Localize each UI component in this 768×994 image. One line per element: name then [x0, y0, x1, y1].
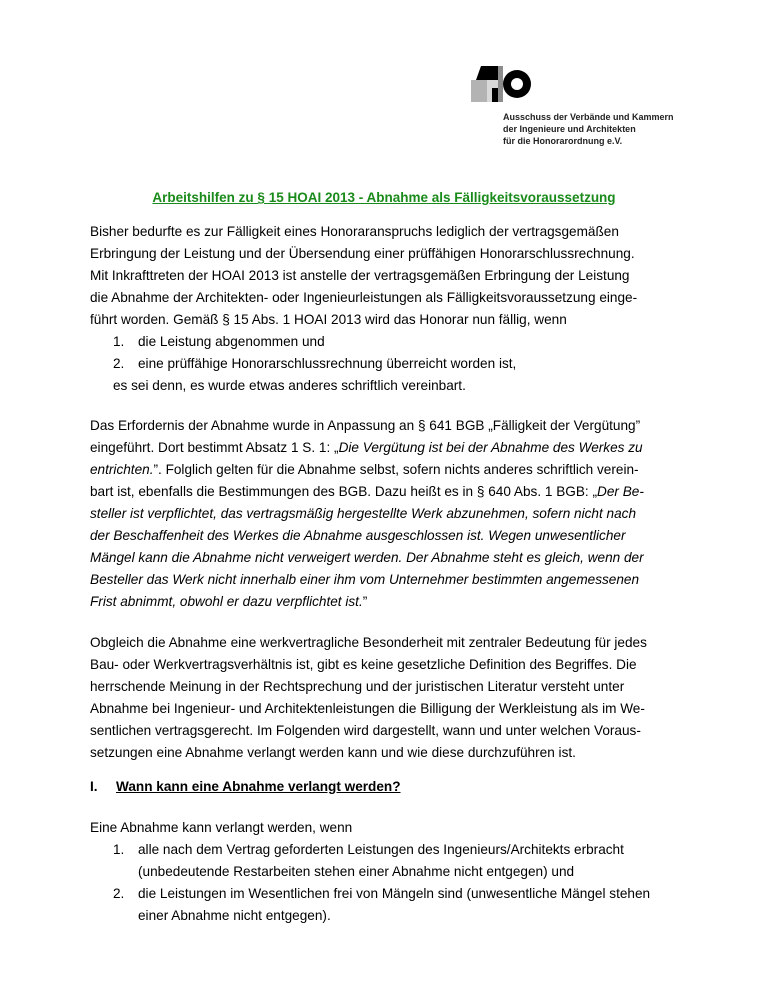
- text-line: [90, 547, 644, 569]
- text-line: [90, 459, 644, 481]
- text-line: die Abnahme der Architekten- oder Ingenieurleistungen als Fälligkeitsvoraussetzung einge-: [90, 290, 638, 305]
- list-text: die Leistung abgenommen und: [138, 334, 325, 349]
- citation-text: Die Vergütung ist bei der Abnahme des Werkes zu: [338, 440, 643, 455]
- text-line: [90, 503, 644, 525]
- text-line: Bau- oder Werkvertragsverhältnis ist, gibt es keine gesetzliche Definition des Begriffes. Die: [90, 657, 637, 672]
- logo-grey-block: [471, 80, 487, 102]
- aho-logo: [471, 66, 531, 102]
- text-line: Bisher bedurfte es zur Fälligkeit eines Honoraranspruchs lediglich der vertragsgemäßen: [90, 224, 619, 239]
- citation-text: Frist abnimmt, obwohl er dazu verpflichtet ist.: [90, 594, 363, 609]
- list-text: eine prüffähige Honorarschlussrechnung überreicht worden ist,: [138, 356, 517, 371]
- list-item: [90, 353, 637, 375]
- text-span: eingeführt. Dort bestimmt Absatz 1 S. 1: „: [90, 440, 339, 455]
- list-number: 1.: [113, 842, 125, 857]
- list-text: die Leistungen im Wesentlichen frei von Mängeln sind (unwesentliche Mängel stehen: [138, 886, 651, 901]
- text-line: Eine Abnahme kann verlangt werden, wenn: [90, 820, 353, 835]
- citation-text: der Beschaffenheit des Werkes die Abnahme ausgeschlossen ist. Wegen unwesentlicher: [90, 528, 626, 543]
- text-line: es sei denn, es wurde etwas anderes schriftlich vereinbart.: [113, 378, 466, 393]
- organization-name: [503, 111, 674, 147]
- list-number: 2.: [113, 356, 125, 371]
- org-line: Ausschuss der Verbände und Kammern: [503, 112, 674, 122]
- section-1-body: [90, 817, 650, 927]
- org-line: der Ingenieure und Architekten: [503, 124, 636, 134]
- text-line: Das Erfordernis der Abnahme wurde in Anpassung an § 641 BGB „Fälligkeit der Vergütung”: [90, 418, 641, 433]
- list-number: 1.: [113, 334, 125, 349]
- text-span: bart ist, ebenfalls die Bestimmungen des BGB. Dazu heißt es in § 640 Abs. 1 BGB: „: [90, 484, 598, 499]
- section-title: Wann kann eine Abnahme verlangt werden?: [116, 779, 401, 794]
- list-item: [90, 883, 650, 905]
- text-line: Obgleich die Abnahme eine werkvertragliche Besonderheit mit zentraler Bedeutung für jedes: [90, 635, 647, 650]
- list-text: alle nach dem Vertrag geforderten Leistungen des Ingenieurs/Architekts erbracht: [138, 842, 624, 857]
- citation-text: steller ist verpflichtet, das vertragsmäßig hergestellte Werk abzunehmen, sofern nicht nach: [90, 506, 637, 521]
- citation-text: Besteller das Werk nicht innerhalb einer ihm vom Unternehmer bestimmten angemessenen: [90, 572, 640, 587]
- logo-h-lower: [492, 88, 498, 102]
- text-line: [90, 569, 644, 591]
- list-number: 2.: [113, 886, 125, 901]
- logo-a-shape: [476, 66, 492, 80]
- citation-text: entrichten.: [90, 462, 154, 477]
- logo-o-hole: [511, 78, 523, 90]
- text-span: ”: [362, 594, 368, 609]
- text-line: herrschende Meinung in der Rechtsprechung und der juristischen Literatur versteht unter: [90, 679, 625, 694]
- citation-text: Der Be-: [597, 484, 644, 499]
- document-title: Arbeitshilfen zu § 15 HOAI 2013 - Abnahme als Fälligkeitsvoraussetzung: [152, 190, 616, 205]
- list-item: [90, 839, 650, 861]
- section-number: I.: [90, 779, 98, 794]
- text-line: Mit Inkrafttreten der HOAI 2013 ist anstelle der vertragsgemäßen Erbringung der Leistung: [90, 268, 630, 283]
- list-item: [90, 331, 637, 353]
- paragraph-2: [90, 415, 644, 613]
- text-span: ”. Folglich gelten für die Abnahme selbst, sofern nichts anderes schriftlich verein-: [153, 462, 639, 477]
- paragraph-1: [90, 221, 637, 397]
- text-line: sentlichen vertragsgerecht. Im Folgenden wird dargestellt, wann und unter welchen Voraus-: [90, 723, 641, 738]
- text-line: setzungen eine Abnahme verlangt werden kann und wie diese durchzuführen ist.: [90, 745, 576, 760]
- text-line: [90, 437, 644, 459]
- list-item-continuation: einer Abnahme nicht entgegen).: [138, 908, 331, 923]
- org-line: für die Honorarordnung e.V.: [503, 136, 623, 146]
- list-item-continuation: (unbedeutende Restarbeiten stehen einer Abnahme nicht entgegen) und: [138, 864, 575, 879]
- logo-divider: [498, 66, 503, 102]
- text-line: [90, 481, 644, 503]
- text-line: Erbringung der Leistung und der Übersendung einer prüffähigen Honorarschlussrechnung.: [90, 246, 635, 261]
- text-line: führt worden. Gemäß § 15 Abs. 1 HOAI 2013 wird das Honorar nun fällig, wenn: [90, 312, 567, 327]
- citation-text: Mängel kann die Abnahme nicht verweigert werden. Der Abnahme steht es gleich, wenn der: [90, 550, 644, 565]
- section-heading: [90, 779, 401, 794]
- text-line: [90, 591, 644, 613]
- text-line: Abnahme bei Ingenieur- und Architektenleistungen die Billigung der Werkleistung als im We-: [90, 701, 645, 716]
- logo-h-bar: [492, 66, 498, 80]
- paragraph-3: [90, 632, 647, 764]
- text-line: [90, 525, 644, 547]
